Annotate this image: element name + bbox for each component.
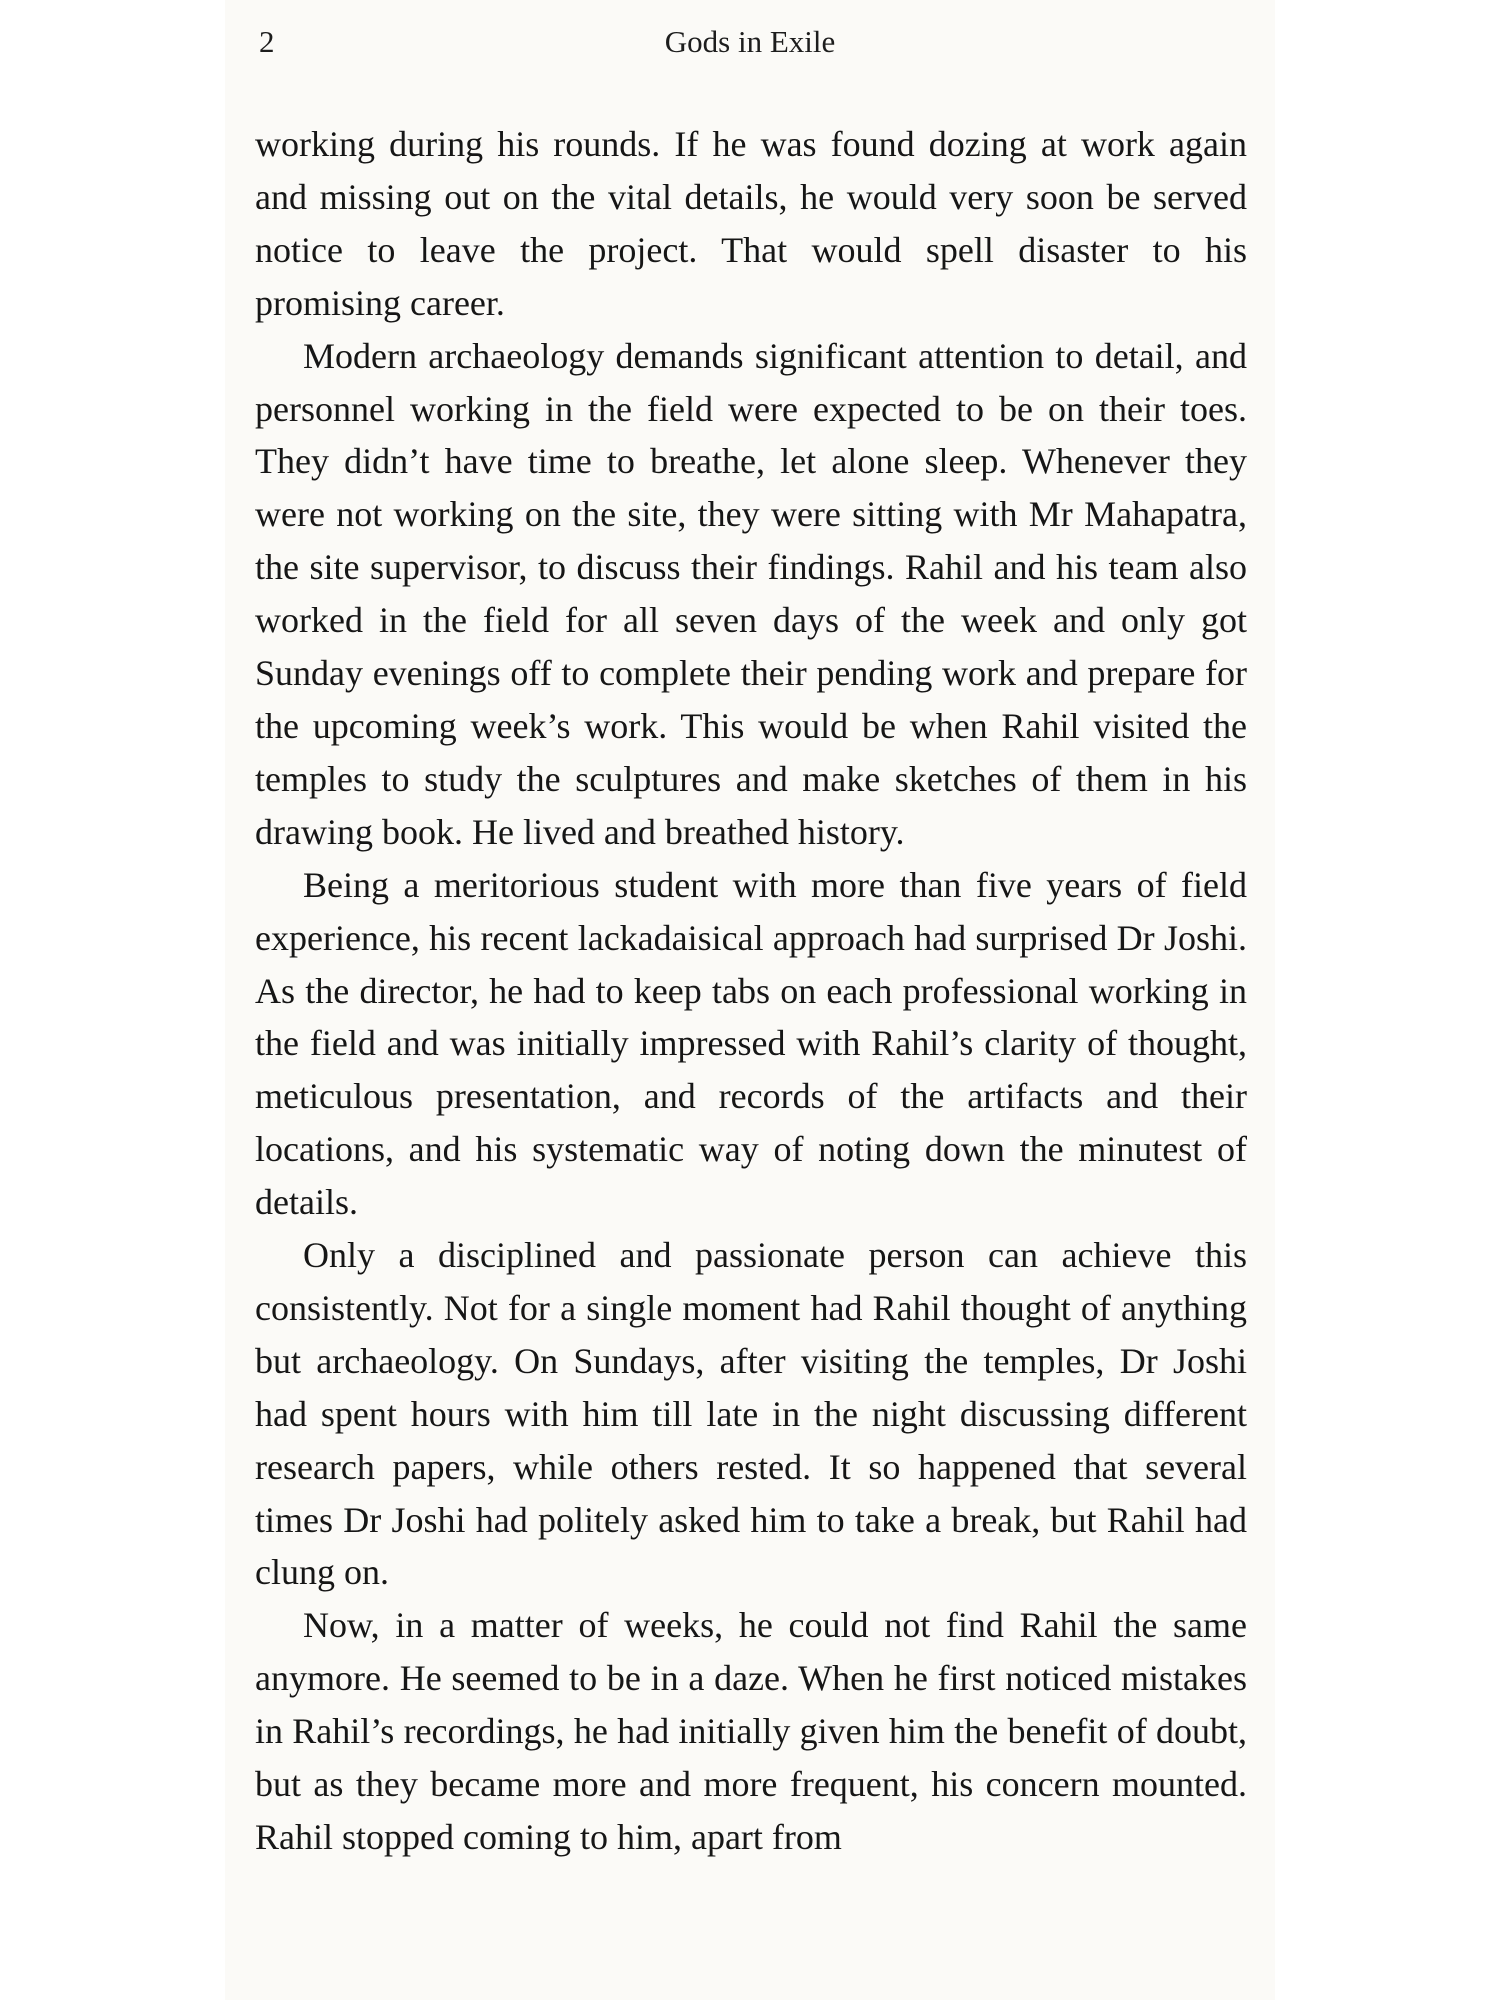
paragraph: Modern archaeology demands significant attention to detail, and personnel working in the field were expected to be on their toes. They didn’t have time to breathe, let alone sleep. Whenever they were not working on the site, they were sitting with Mr Mahapatra, the site supervisor, to discuss their findings. Rahil and his team also worked in the field for all seven days of the week and only got Sunday evenings off to complete their pending work and prepare for the upcoming week’s work. This would be when Rahil visited the temples to study the sculptures and make sketches of them in his drawing book. He lived and breathed history. bbox=[255, 335, 1247, 852]
running-title: Gods in Exile bbox=[664, 24, 836, 59]
page-header bbox=[255, 18, 1245, 68]
paragraph: Now, in a matter of weeks, he could not find Rahil the same anymore. He seemed to be in a daze. When he first noticed mistakes in Rahil’s recordings, he had initially given him the benefit of doubt, but as they became more and more frequent, his concern mounted. Rahil stopped coming to him, apart from bbox=[255, 1605, 1247, 1857]
paragraph: Only a disciplined and passionate person can achieve this consistently. Not for a single moment had Rahil thought of anything but archaeology. On Sundays, after visiting the temples, Dr Joshi had spent hours with him till late in the night discussing different research papers, while others rested. It so happened that several times Dr Joshi had politely asked him to take a break, but Rahil had clung on. bbox=[255, 1235, 1247, 1593]
paragraph-continued: working during his rounds. If he was found dozing at work again and missing out on the vital details, he would very soon be served notice to leave the project. That would spell disaster to his promising career. bbox=[255, 124, 1247, 323]
paragraph: Being a meritorious student with more than five years of field experience, his recent lackadaisical approach had surprised Dr Joshi. As the director, he had to keep tabs on each professional working in the field and was initially impressed with Rahil’s clarity of thought, meticulous presentation, and records of the artifacts and their locations, and his systematic way of noting down the minutest of details. bbox=[255, 864, 1247, 1223]
body-text bbox=[255, 118, 1247, 1864]
page-number: 2 bbox=[259, 24, 275, 59]
